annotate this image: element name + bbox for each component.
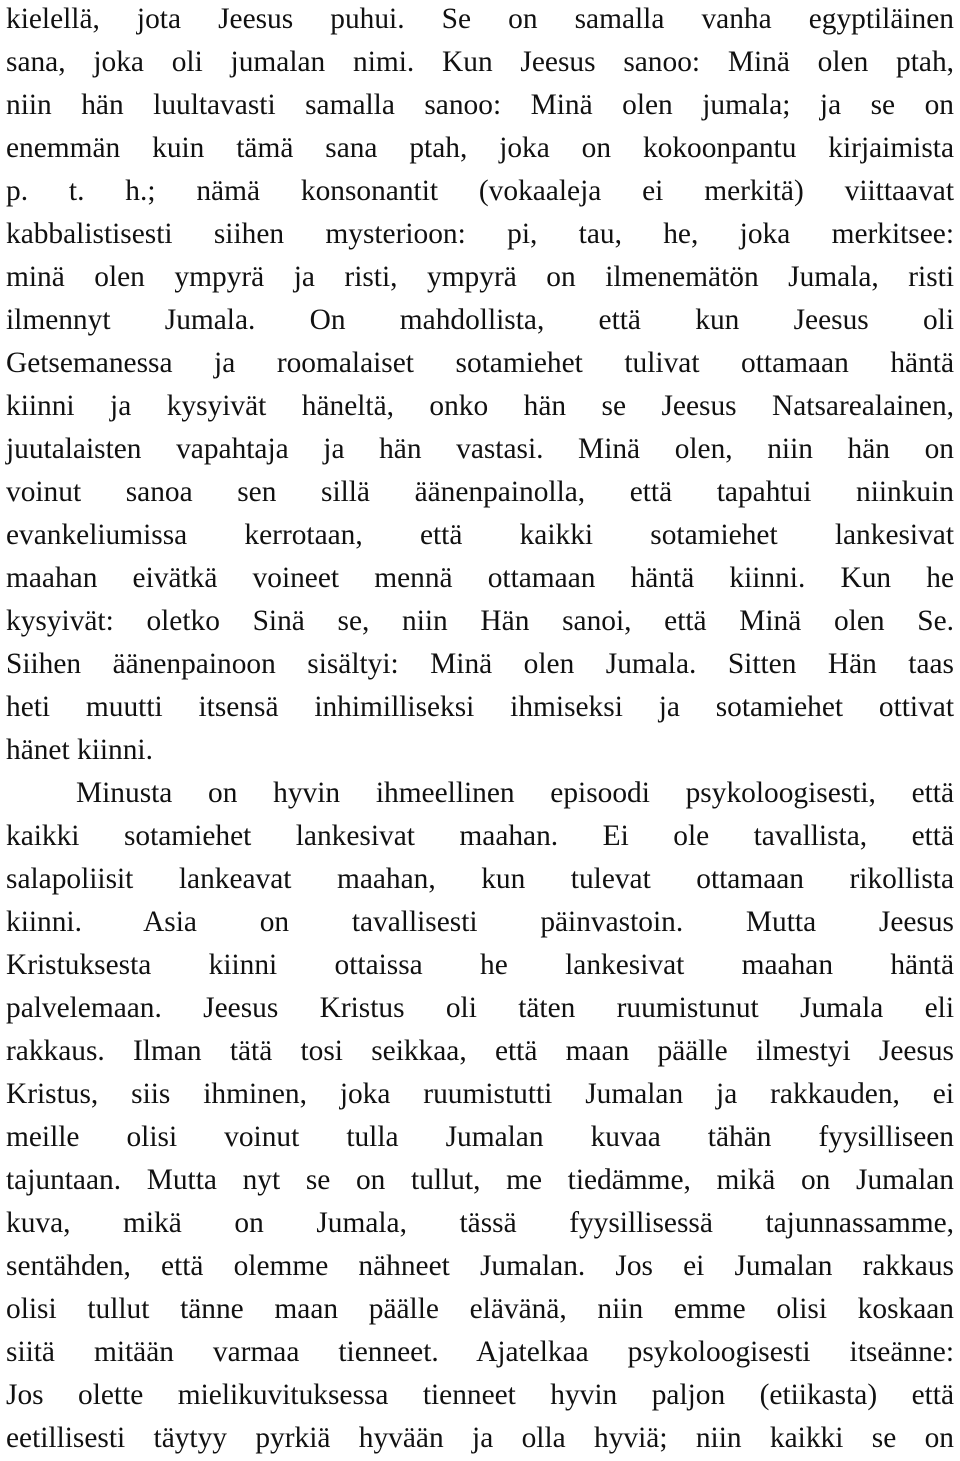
text-line: hänet kiinni. xyxy=(6,734,153,766)
text-line: palvelemaan. Jeesus Kristus oli täten ruumistunut Jumala eli xyxy=(6,992,954,1024)
text-line: evankeliumissa kerrotaan, että kaikki sotamiehet lankesivat xyxy=(6,519,954,551)
text-line: Siihen äänenpainoon sisältyi: Minä olen Jumala. Sitten Hän taas xyxy=(6,648,954,680)
text-line: heti muutti itsensä inhimilliseksi ihmiseksi ja sotamiehet ottivat xyxy=(6,691,954,723)
text-line: sana, joka oli jumalan nimi. Kun Jeesus sanoo: Minä olen ptah, xyxy=(6,46,954,78)
text-line: Getsemanessa ja roomalaiset sotamiehet tulivat ottamaan häntä xyxy=(6,347,954,379)
text-line: olisi tullut tänne maan päälle elävänä, niin emme olisi koskaan xyxy=(6,1293,954,1325)
text-line: Kristus, siis ihminen, joka ruumistutti Jumalan ja rakkauden, ei xyxy=(6,1078,954,1110)
text-line: niin hän luultavasti samalla sanoo: Minä olen jumala; ja se on xyxy=(6,89,954,121)
text-line: maahan eivätkä voineet mennä ottamaan häntä kiinni. Kun he xyxy=(6,562,954,594)
text-line: Jos olette mielikuvituksessa tienneet hyvin paljon (etiikasta) että xyxy=(6,1379,954,1411)
text-line: kysyivät: oletko Sinä se, niin Hän sanoi, että Minä olen Se. xyxy=(6,605,954,637)
text-line: Minusta on hyvin ihmeellinen episoodi psykoloogisesti, että xyxy=(76,777,954,809)
text-line: meille olisi voinut tulla Jumalan kuvaa tähän fyysilliseen xyxy=(6,1121,954,1153)
text-line: kaikki sotamiehet lankesivat maahan. Ei ole tavallista, että xyxy=(6,820,954,852)
text-line: p. t. h.; nämä konsonantit (vokaaleja ei merkitä) viittaavat xyxy=(6,175,954,207)
text-line: rakkaus. Ilman tätä tosi seikkaa, että maan päälle ilmestyi Jeesus xyxy=(6,1035,954,1067)
text-line: salapoliisit lankeavat maahan, kun tulevat ottamaan rikollista xyxy=(6,863,954,895)
text-line: kabbalistisesti siihen mysterioon: pi, tau, he, joka merkitsee: xyxy=(6,218,954,250)
text-line: kuva, mikä on Jumala, tässä fyysillisessä tajunnassamme, xyxy=(6,1207,954,1239)
text-line: juutalaisten vapahtaja ja hän vastasi. Minä olen, niin hän on xyxy=(6,433,954,465)
text-line: minä olen ympyrä ja risti, ympyrä on ilmenemätön Jumala, risti xyxy=(6,261,954,293)
text-line: kiinni ja kysyivät häneltä, onko hän se Jeesus Natsarealainen, xyxy=(6,390,954,422)
text-line: siitä mitään varmaa tienneet. Ajatelkaa psykoloogisesti itseänne: xyxy=(6,1336,954,1368)
text-line: enemmän kuin tämä sana ptah, joka on kokoonpantu kirjaimista xyxy=(6,132,954,164)
text-line: kielellä, jota Jeesus puhui. Se on samalla vanha egyptiläinen xyxy=(6,3,954,35)
text-line: kiinni. Asia on tavallisesti päinvastoin. Mutta Jeesus xyxy=(6,906,954,938)
text-line: ilmennyt Jumala. On mahdollista, että kun Jeesus oli xyxy=(6,304,954,336)
text-line: voinut sanoa sen sillä äänenpainolla, että tapahtui niinkuin xyxy=(6,476,954,508)
text-line: eetillisesti täytyy pyrkiä hyvään ja olla hyviä; niin kaikki se on xyxy=(6,1422,954,1454)
text-line: sentähden, että olemme nähneet Jumalan. Jos ei Jumalan rakkaus xyxy=(6,1250,954,1282)
text-line: Kristuksesta kiinni ottaissa he lankesivat maahan häntä xyxy=(6,949,954,981)
text-line: tajuntaan. Mutta nyt se on tullut, me tiedämme, mikä on Jumalan xyxy=(6,1164,954,1196)
